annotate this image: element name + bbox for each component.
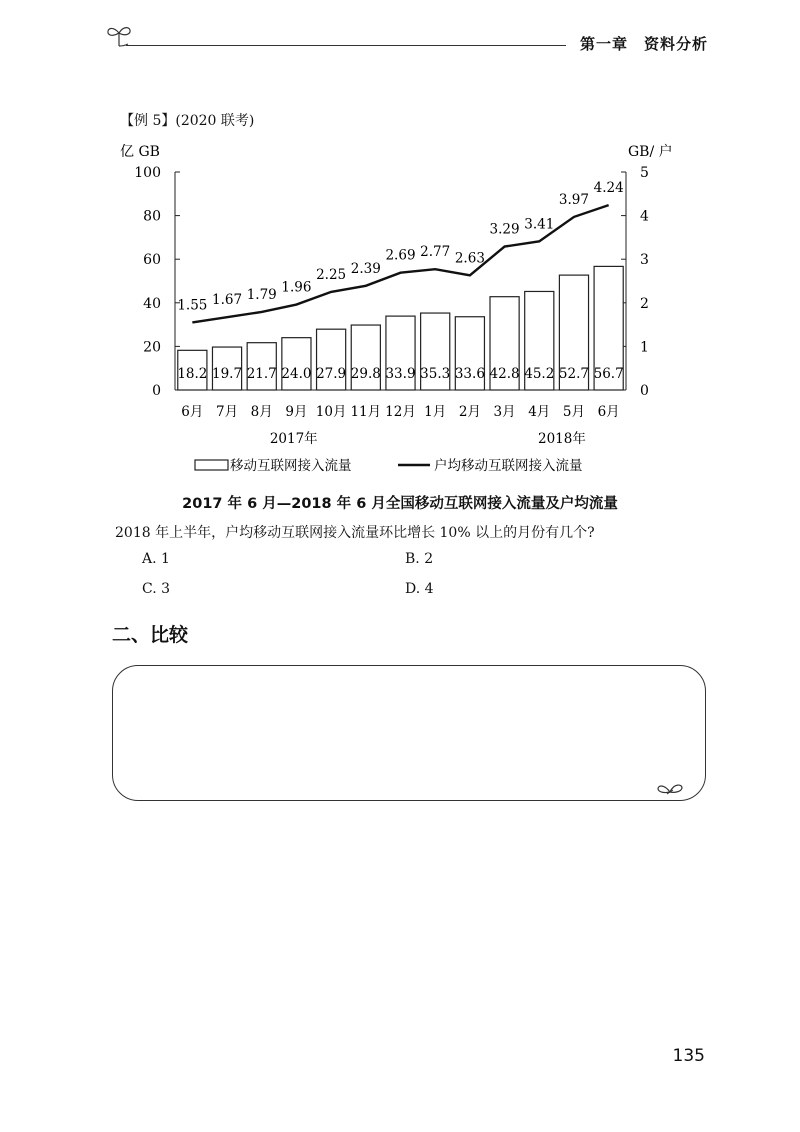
line-value-label: 1.55 <box>177 297 208 314</box>
category-label: 7月 <box>215 404 239 420</box>
category-label: 9月 <box>285 404 308 420</box>
category-label: 1月 <box>424 404 447 420</box>
category-label: 6月 <box>181 404 204 420</box>
section-heading: 二、比较 <box>112 624 189 646</box>
line-value-label: 1.67 <box>212 292 243 309</box>
year-label-2018: 2018年 <box>537 431 586 447</box>
tick-label-right: 5 <box>640 165 649 181</box>
bar <box>282 338 311 390</box>
line-value-label: 2.63 <box>454 250 485 267</box>
tick-label-left: 80 <box>143 208 161 225</box>
example-tag: 【例 5】(2020 联考) <box>120 113 255 129</box>
bar-value-label: 33.9 <box>385 366 416 382</box>
bar-value-label: 45.2 <box>524 366 555 382</box>
chart-title: 2017 年 6 月—2018 年 6 月全国移动互联网接入流量及户均流量 <box>182 496 618 512</box>
bar-value-label: 18.2 <box>177 366 208 382</box>
legend-bar-label: 移动互联网接入流量 <box>230 458 352 474</box>
note-box <box>112 665 706 801</box>
bar-value-label: 27.9 <box>316 366 347 382</box>
category-label: 12月 <box>385 404 416 420</box>
tick-label-left: 100 <box>134 165 161 181</box>
tick-label-right: 4 <box>640 208 649 225</box>
tick-label-right: 1 <box>640 339 649 356</box>
combo-chart <box>0 0 800 500</box>
line-value-label: 2.77 <box>420 244 451 261</box>
category-label: 11月 <box>350 404 382 420</box>
line-value-label: 2.39 <box>350 260 381 277</box>
option-a[interactable]: A. 1 <box>142 551 170 567</box>
line-value-label: 2.25 <box>316 266 347 283</box>
line-value-label: 3.29 <box>489 221 520 238</box>
option-d[interactable]: D. 4 <box>405 581 434 597</box>
page-number: 135 <box>672 1046 705 1066</box>
year-label-2017: 2017年 <box>269 431 318 447</box>
tick-label-left: 0 <box>152 383 161 399</box>
chapter-number: 第一章 <box>580 35 629 53</box>
y-axis-left-unit: 亿 GB <box>120 144 160 160</box>
line-value-label: 2.69 <box>385 247 416 264</box>
tick-label-left: 20 <box>143 339 161 356</box>
tick-label-right: 3 <box>640 252 649 269</box>
bar-value-label: 52.7 <box>558 366 589 382</box>
bar-value-label: 29.8 <box>350 366 381 382</box>
category-label: 4月 <box>528 404 551 420</box>
bar-value-label: 42.8 <box>489 366 520 382</box>
category-label: 10月 <box>315 404 347 420</box>
option-c[interactable]: C. 3 <box>142 581 171 597</box>
line-value-label: 4.24 <box>593 180 624 197</box>
line-value-label: 1.79 <box>246 286 277 303</box>
category-label: 2月 <box>458 404 481 420</box>
line-value-label: 3.97 <box>558 191 589 208</box>
tick-label-left: 60 <box>143 252 161 269</box>
bar-value-label: 33.6 <box>454 366 485 382</box>
category-label: 8月 <box>250 404 273 420</box>
question-text: 2018 年上半年，户均移动互联网接入流量环比增长 10% 以上的月份有几个? <box>115 525 595 541</box>
legend-line-label: 户均移动互联网接入流量 <box>434 458 583 474</box>
bar-value-label: 56.7 <box>593 366 624 382</box>
tick-label-right: 0 <box>640 383 649 399</box>
line-value-label: 1.96 <box>281 279 312 296</box>
y-axis-right-unit: GB/ 户 <box>628 144 673 160</box>
category-label: 5月 <box>562 404 586 420</box>
legend-bar-swatch <box>195 460 228 470</box>
chapter-title: 资料分析 <box>644 35 709 53</box>
sprout-icon <box>655 774 685 796</box>
tick-label-right: 2 <box>640 295 649 312</box>
bar-value-label: 19.7 <box>212 366 243 382</box>
option-b[interactable]: B. 2 <box>405 551 434 567</box>
line-value-label: 3.41 <box>524 216 555 233</box>
bar-value-label: 21.7 <box>246 366 277 382</box>
bar-value-label: 24.0 <box>281 366 312 382</box>
category-label: 3月 <box>493 404 516 420</box>
category-label: 6月 <box>597 404 620 420</box>
tick-label-left: 40 <box>143 295 161 312</box>
bar-value-label: 35.3 <box>420 366 451 382</box>
